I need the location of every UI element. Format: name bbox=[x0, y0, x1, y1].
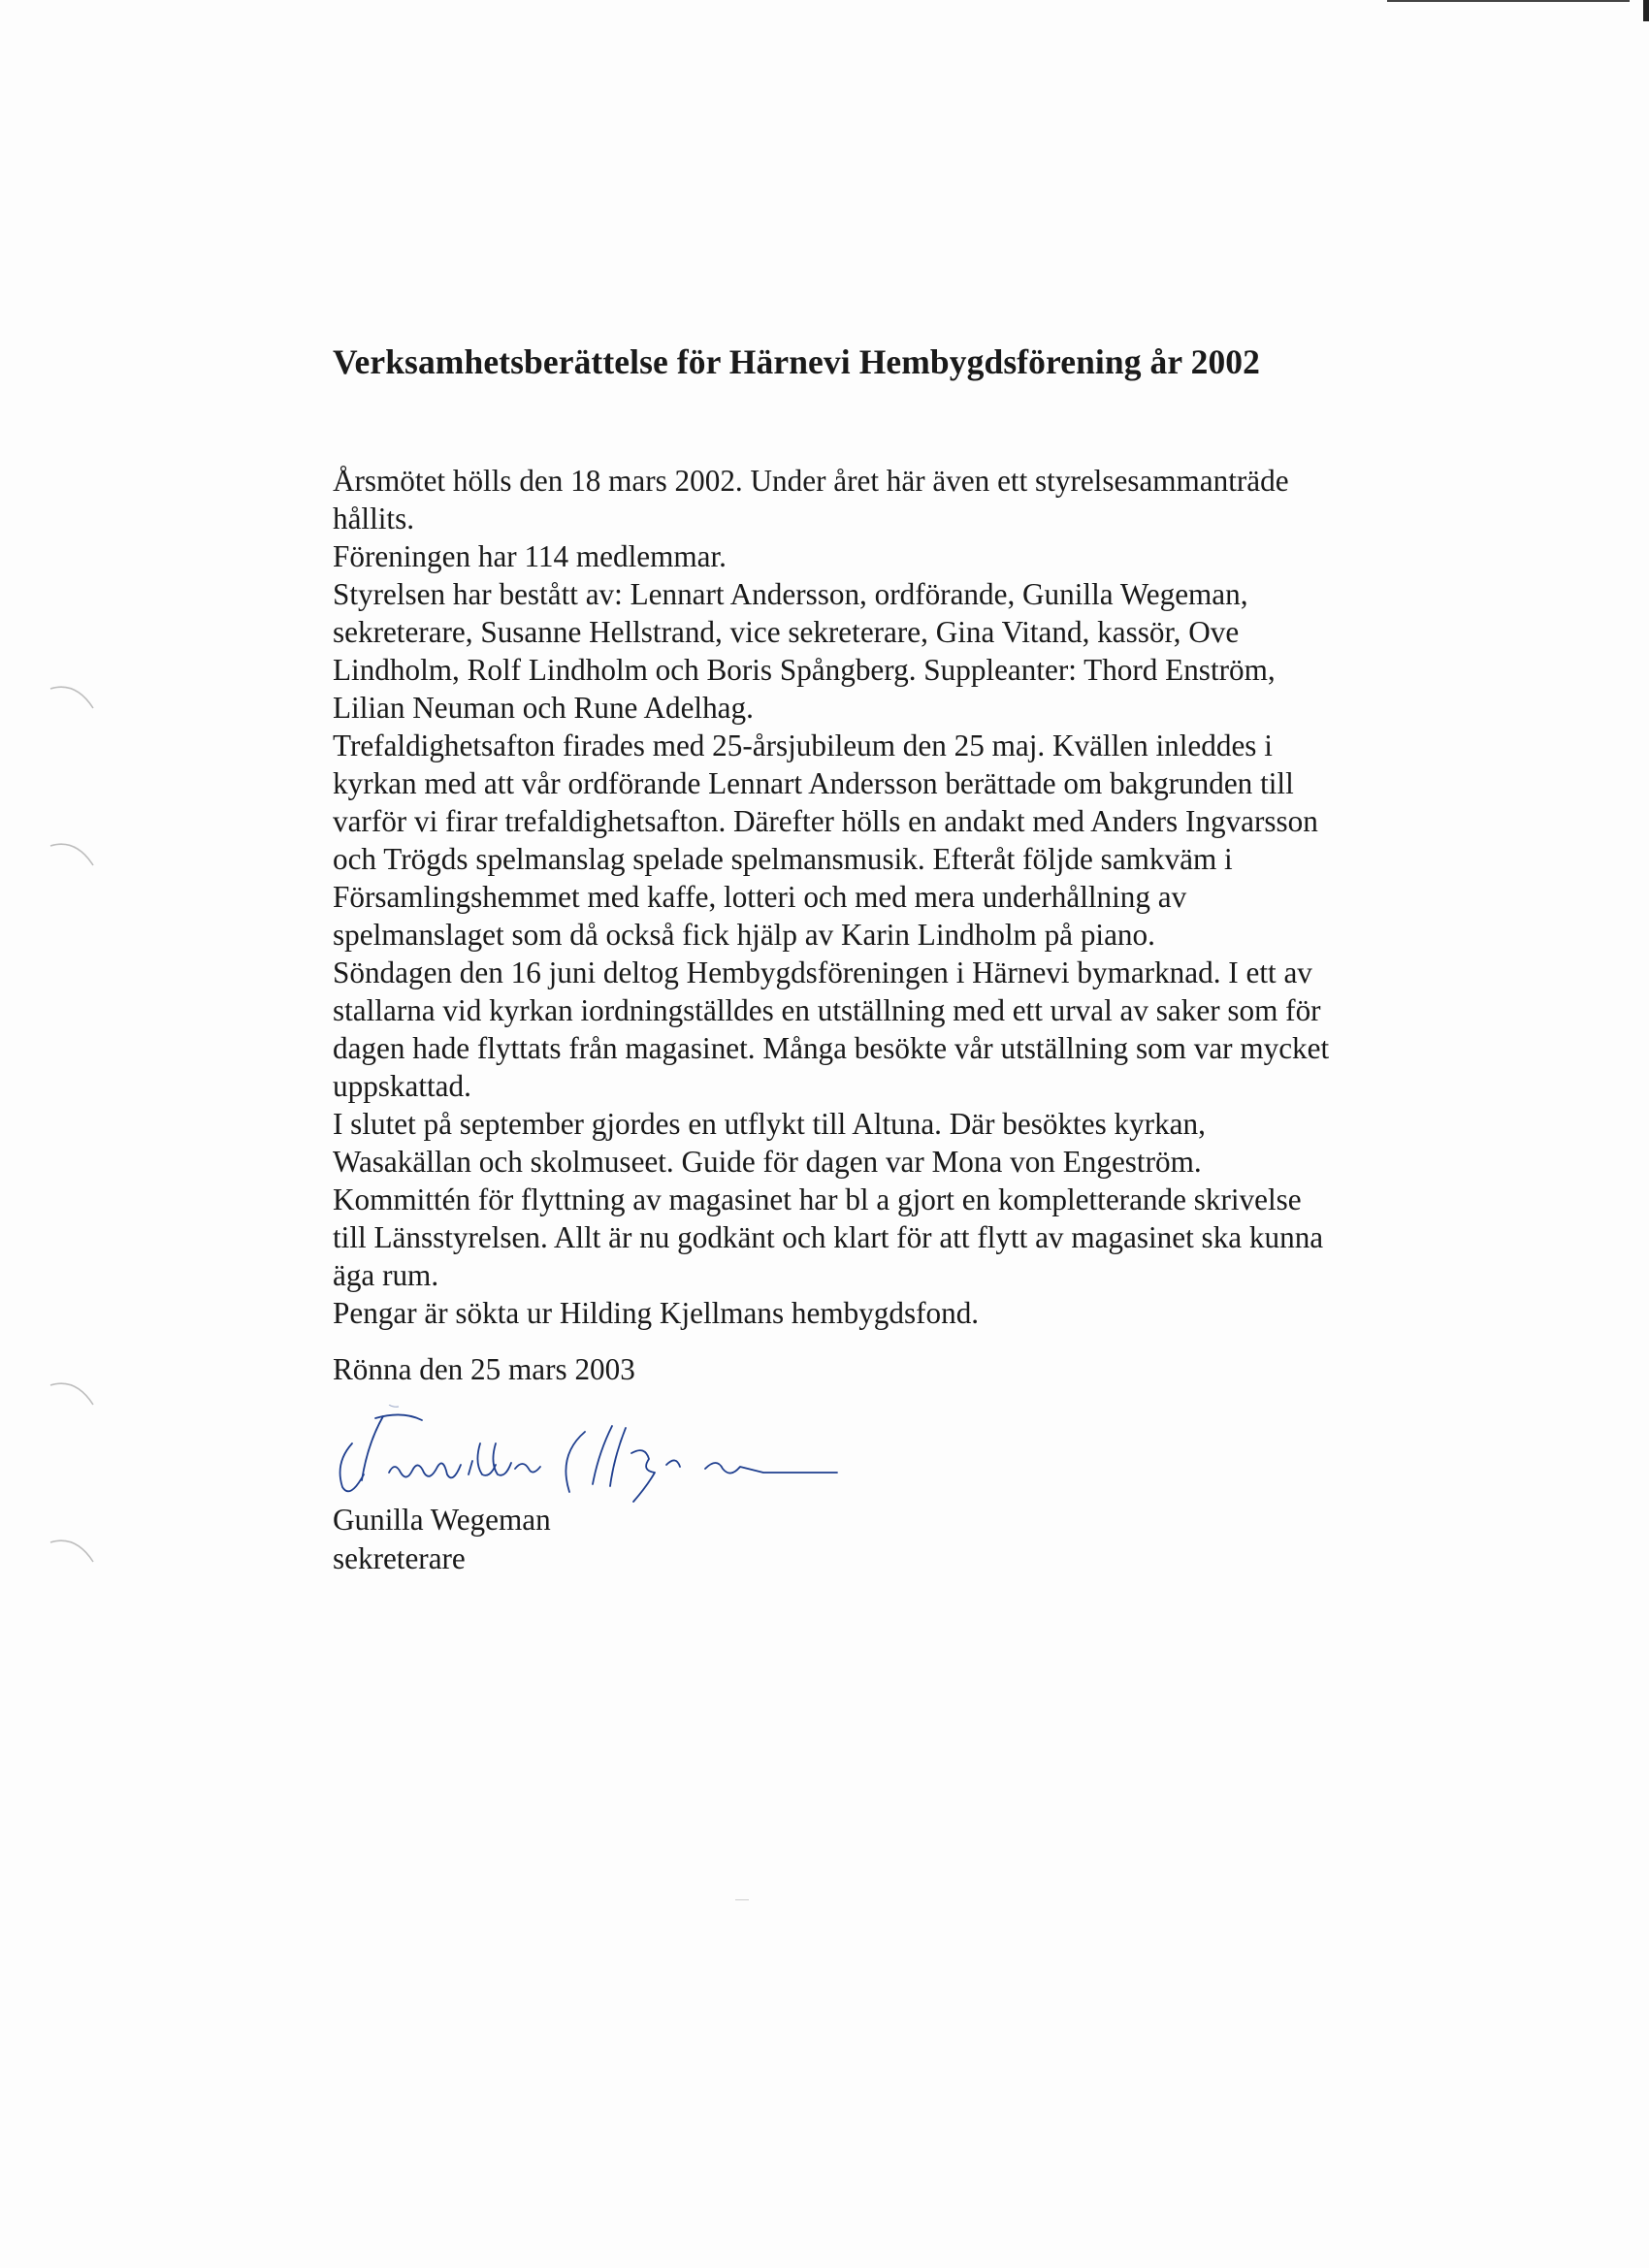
scan-corner-mark bbox=[1643, 0, 1649, 21]
body-line: kyrkan med att vår ordförande Lennart Andersson berättade om bakgrunden till bbox=[333, 766, 1294, 800]
document-title: Verksamhetsberättelse för Härnevi Hembygdsförening år 2002 bbox=[333, 342, 1260, 381]
scan-top-edge-line bbox=[1387, 0, 1630, 2]
punch-hole-mark bbox=[47, 679, 97, 718]
body-line: uppskattad. bbox=[333, 1069, 471, 1103]
report-body bbox=[333, 462, 1414, 1332]
body-line: I slutet på september gjordes en utflykt till Altuna. Där besöktes kyrkan, bbox=[333, 1107, 1206, 1141]
signer-name: Gunilla Wegeman bbox=[333, 1503, 551, 1537]
body-line: varför vi firar trefaldighetsafton. Därefter hölls en andakt med Anders Ingvarsson bbox=[333, 804, 1318, 838]
body-line: Pengar är sökta ur Hilding Kjellmans hembygdsfond. bbox=[333, 1296, 980, 1330]
body-line: Lindholm, Rolf Lindholm och Boris Spångberg. Suppleanter: Thord Enström, bbox=[333, 653, 1276, 687]
punch-hole-mark bbox=[47, 836, 97, 875]
handwritten-signature bbox=[325, 1405, 849, 1511]
body-line: Styrelsen har bestått av: Lennart Andersson, ordförande, Gunilla Wegeman, bbox=[333, 577, 1248, 611]
body-line: hållits. bbox=[333, 502, 415, 535]
body-line: stallarna vid kyrkan iordningställdes en utställning med ett urval av saker som för bbox=[333, 993, 1321, 1027]
scan-speck bbox=[735, 1899, 749, 1900]
punch-hole-mark bbox=[47, 1376, 97, 1414]
body-line: dagen hade flyttats från magasinet. Många besökte vår utställning som var mycket bbox=[333, 1031, 1330, 1065]
body-line: Wasakällan och skolmuseet. Guide för dagen var Mona von Engeström. bbox=[333, 1145, 1202, 1179]
body-line: och Trögds spelmanslag spelade spelmansmusik. Efteråt följde samkväm i bbox=[333, 842, 1233, 876]
body-line: Lilian Neuman och Rune Adelhag. bbox=[333, 691, 754, 725]
body-line: spelmanslaget som då också fick hjälp av Karin Lindholm på piano. bbox=[333, 918, 1155, 952]
body-line: Årsmötet hölls den 18 mars 2002. Under året här även ett styrelsesammanträde bbox=[333, 464, 1289, 498]
body-line: äga rum. bbox=[333, 1258, 439, 1292]
body-line: sekreterare, Susanne Hellstrand, vice sekreterare, Gina Vitand, kassör, Ove bbox=[333, 615, 1240, 649]
body-line: till Länsstyrelsen. Allt är nu godkänt och klart för att flytt av magasinet ska kunna bbox=[333, 1220, 1324, 1254]
body-line: Trefaldighetsafton firades med 25-årsjubileum den 25 maj. Kvällen inleddes i bbox=[333, 729, 1273, 762]
signer-role: sekreterare bbox=[333, 1541, 466, 1575]
body-line: Kommittén för flyttning av magasinet har bl a gjort en kompletterande skrivelse bbox=[333, 1183, 1302, 1216]
body-line: Söndagen den 16 juni deltog Hembygdsföreningen i Härnevi bymarknad. I ett av bbox=[333, 956, 1312, 989]
punch-hole-mark bbox=[47, 1533, 97, 1571]
body-line: Föreningen har 114 medlemmar. bbox=[333, 539, 727, 573]
body-line: Församlingshemmet med kaffe, lotteri och med mera underhållning av bbox=[333, 880, 1187, 914]
place-and-date: Rönna den 25 mars 2003 bbox=[333, 1352, 635, 1386]
